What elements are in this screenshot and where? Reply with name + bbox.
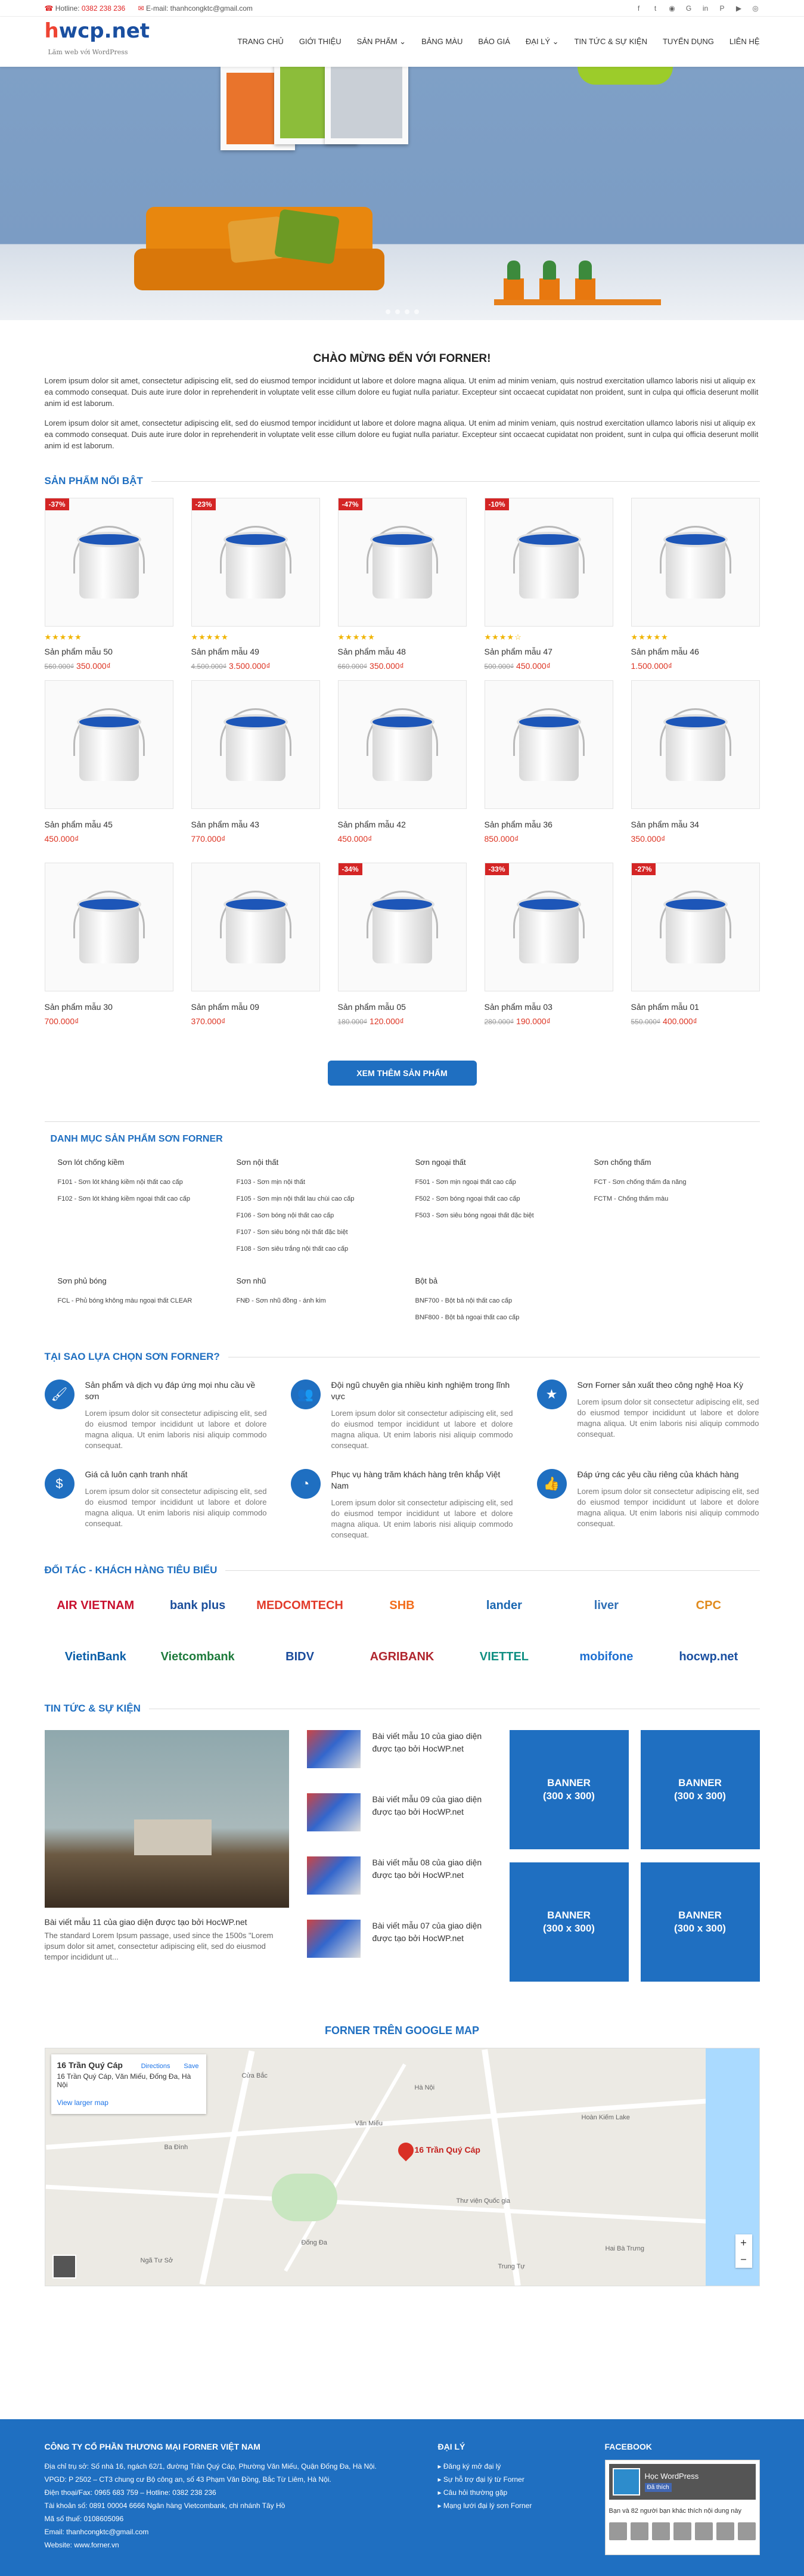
paint-bucket-icon xyxy=(660,523,731,601)
product-image[interactable] xyxy=(45,680,173,809)
sale-badge: -27% xyxy=(632,863,656,875)
shelf-image xyxy=(494,299,661,305)
paint-bucket-icon xyxy=(660,706,731,783)
rating-stars: ★★★★☆ xyxy=(484,633,522,641)
facebook-widget[interactable]: Học WordPress Đã thích Bạn và 82 người bạn khác thích nội dung này xyxy=(605,2460,760,2555)
product-grid xyxy=(45,498,760,1045)
category-item[interactable]: BNF700 - Bột bả nội thất cao cấp xyxy=(415,1297,513,1304)
section-title: FORNER TRÊN GOOGLE MAP xyxy=(324,2025,479,2036)
mail-icon: ✉ xyxy=(138,4,144,13)
paint-roller-icon: 🖌 xyxy=(45,1380,74,1409)
old-price: 660.000₫ xyxy=(337,662,368,671)
current-price: 370.000₫ xyxy=(191,1016,226,1026)
partner-logo[interactable]: VietinBank xyxy=(64,1650,126,1663)
product-card[interactable] xyxy=(45,680,173,863)
category-item[interactable]: BNF800 - Bột bả ngoại thất cao cấp xyxy=(415,1314,520,1321)
product-card[interactable] xyxy=(631,498,760,680)
partner-logo[interactable]: bank plus xyxy=(169,1598,226,1612)
agent-link[interactable]: ▸ Mạng lưới đại lý sơn Forner xyxy=(438,2499,605,2512)
product-name[interactable]: Sản phẩm mẫu 42 xyxy=(337,820,406,829)
product-image[interactable] xyxy=(485,863,613,991)
product-card[interactable] xyxy=(338,498,467,680)
product-price xyxy=(631,661,760,671)
section-title: TIN TỨC & SỰ KIỆN xyxy=(45,1703,760,1715)
pinterest-icon[interactable]: P xyxy=(719,4,725,13)
directions-button[interactable]: Directions xyxy=(141,2063,170,2070)
product-image[interactable] xyxy=(191,498,320,627)
ad-banner[interactable]: BANNER (300 x 300) xyxy=(510,1862,629,1982)
product-card[interactable] xyxy=(338,863,467,1045)
old-price: 280.000₫ xyxy=(484,1018,514,1026)
old-price: 4.500.000₫ xyxy=(191,662,227,671)
category-item[interactable]: F503 - Sơn siêu bóng ngoại thất đặc biệt xyxy=(415,1212,534,1219)
news-section xyxy=(45,1703,760,1983)
product-price xyxy=(485,661,613,671)
category-item[interactable]: F502 - Sơn bóng ngoại thất cao cấp xyxy=(415,1195,520,1202)
section-title: SẢN PHẨM NỔI BẬT xyxy=(45,475,760,487)
product-name[interactable]: Sản phẩm mẫu 50 xyxy=(44,647,113,656)
email[interactable]: ✉ E-mail: thanhcongktc@gmail.com xyxy=(138,4,253,13)
current-price: 190.000₫ xyxy=(516,1016,551,1026)
ad-banners xyxy=(510,1730,760,1983)
twitter-icon[interactable]: t xyxy=(654,4,657,13)
post-thumbnail[interactable] xyxy=(307,1793,361,1831)
product-card[interactable] xyxy=(631,863,760,1045)
current-price: 770.000₫ xyxy=(191,834,226,844)
post-title[interactable]: Bài viết mẫu 11 của giao diện được tạo bởi HocWP.net xyxy=(44,1917,247,1927)
post-item[interactable] xyxy=(307,1920,492,1958)
zoom-controls[interactable]: + − xyxy=(735,2234,752,2268)
map-pin-icon[interactable] xyxy=(395,2140,417,2162)
post-title[interactable]: Bài viết mẫu 08 của giao diện được tạo bởi HocWP.net xyxy=(372,1858,482,1880)
reason-title: Sơn Forner sản xuất theo công nghệ Hoa Kỳ xyxy=(577,1380,743,1390)
hero-slider[interactable] xyxy=(0,67,804,320)
old-price: 550.000₫ xyxy=(631,1018,661,1026)
category-column xyxy=(594,1158,773,1262)
facebook-icon[interactable]: f xyxy=(637,4,640,13)
map-place-card: 16 Trần Quý Cáp 16 Trần Quý Cáp, Văn Miếu, Đống Đa, Hà Nội View larger map Directions Save xyxy=(51,2054,206,2114)
product-image[interactable] xyxy=(631,498,760,627)
nav-products[interactable]: SẢN PHẨM ⌄ xyxy=(356,37,406,46)
category-column xyxy=(237,1276,415,1331)
nav-colors[interactable]: BẢNG MÀU xyxy=(421,37,463,46)
reason-text: Lorem ipsum dolor sit consectetur adipiscing elit, sed do eiusmod tempor incididunt ut labore et dolore magna aliqua. Ut enim laboris nisi aliquip commodo consequat. xyxy=(331,1409,513,1450)
product-card[interactable] xyxy=(45,863,173,1045)
company-info-line: Website: www.forner.vn xyxy=(44,2541,119,2549)
save-button[interactable]: Save xyxy=(184,2063,199,2070)
current-price: 450.000₫ xyxy=(516,661,551,671)
product-name[interactable]: Sản phẩm mẫu 01 xyxy=(631,1002,699,1012)
post-excerpt: The standard Lorem Ipsum passage, used since the 1500s "Lorem ipsum dolor sit amet, consectetur adipiscing elit, sed do eiusmod tempor incididunt ut... xyxy=(44,1931,274,1961)
main-nav xyxy=(238,37,760,47)
section-title: ĐỐI TÁC - KHÁCH HÀNG TIÊU BIỂU xyxy=(45,1564,760,1576)
category-heading[interactable]: Sơn phủ bóng xyxy=(57,1276,107,1285)
post-thumbnail[interactable] xyxy=(307,1730,361,1768)
partner-logo[interactable]: AGRIBANK xyxy=(370,1650,434,1663)
section-title: DANH MỤC SẢN PHẨM SƠN FORNER xyxy=(50,1134,223,1144)
product-name[interactable]: Sản phẩm mẫu 43 xyxy=(191,820,259,829)
paint-bucket-icon xyxy=(73,706,145,783)
reason-text: Lorem ipsum dolor sit consectetur adipiscing elit, sed do eiusmod tempor incididunt ut labore et dolore magna aliqua. Ut enim laboris nisi aliquip commodo consequat. xyxy=(85,1409,267,1450)
product-name[interactable]: Sản phẩm mẫu 47 xyxy=(484,647,552,656)
category-column xyxy=(415,1276,594,1331)
rating-stars: ★★★★★ xyxy=(191,633,229,641)
hotline[interactable]: ☎ Hotline: 0382 238 236 xyxy=(44,4,126,13)
footer-company: CÔNG TY CỔ PHẦN THƯƠNG MẠI FORNER VIỆT NAM Địa chỉ trụ sở: Số nhà 16, ngách 62/1, đường Trần Quý Cáp, Phường Văn Miếu, Quận Đống Đa, Hà Nội. VPGD: P 2502 – CT3 chung cư Bộ công an, số 43 Phạm Văn Đồng, Bắc Từ Liêm, Hà Nội. Điện thoại/Fax: 0965 683 759 – Hotline: 0382 238 236 Tài khoản số: 0891 00004 6666 Ngân hàng Vietcombank, chi nhánh Tây Hồ Mã số thuế: 0108605096 Email: thanhcongktc@gmail.com Website: www.forner.vn xyxy=(45,2442,438,2555)
partner-logo[interactable]: MEDCOMTECH xyxy=(256,1598,343,1612)
product-price xyxy=(338,834,467,844)
instagram-icon[interactable]: ◎ xyxy=(752,4,759,13)
ad-banner[interactable]: BANNER (300 x 300) xyxy=(641,1730,760,1849)
welcome-section xyxy=(45,352,760,451)
product-name[interactable]: Sản phẩm mẫu 49 xyxy=(191,647,259,656)
post-thumbnail[interactable] xyxy=(307,1856,361,1895)
category-heading[interactable]: Sơn lót chống kiềm xyxy=(57,1158,125,1167)
satellite-toggle[interactable] xyxy=(52,2255,76,2279)
old-price: 500.000₫ xyxy=(484,662,514,671)
cactus-pot xyxy=(539,278,560,300)
category-item[interactable]: F105 - Sơn mịn nội thất lau chùi cao cấp xyxy=(236,1195,355,1202)
product-name[interactable]: Sản phẩm mẫu 46 xyxy=(631,647,699,656)
product-image[interactable] xyxy=(45,498,173,627)
partner-logo[interactable]: SHB xyxy=(389,1598,415,1612)
category-item[interactable]: FCL - Phủ bóng không màu ngoại thất CLEAR xyxy=(57,1297,193,1304)
site-footer xyxy=(0,2419,804,2576)
paint-bucket-icon xyxy=(220,888,291,966)
slider-dot[interactable] xyxy=(395,309,400,314)
old-price: 180.000₫ xyxy=(337,1018,368,1026)
rating-stars: ★★★★★ xyxy=(631,633,669,641)
product-price xyxy=(191,834,320,844)
company-info-line: VPGD: P 2502 – CT3 chung cư Bộ công an, số 43 Phạm Văn Đồng, Bắc Từ Liêm, Hà Nội. xyxy=(44,2475,331,2484)
reason-title: Đội ngũ chuyên gia nhiều kinh nghiệm trong lĩnh vực xyxy=(331,1380,510,1401)
reason-item xyxy=(537,1380,759,1451)
paint-bucket-icon xyxy=(73,523,145,601)
product-name[interactable]: Sản phẩm mẫu 05 xyxy=(337,1002,406,1012)
agent-link[interactable]: ▸ Đăng ký mở đại lý xyxy=(438,2460,605,2473)
top-bar xyxy=(0,0,804,17)
star-icon: ★ xyxy=(537,1380,567,1409)
partner-logo[interactable]: CPC xyxy=(696,1598,721,1612)
site-header xyxy=(0,17,804,67)
product-price xyxy=(45,661,173,671)
reason-item xyxy=(537,1469,759,1540)
category-column xyxy=(237,1158,415,1262)
category-item[interactable]: F101 - Sơn lót kháng kiềm nội thất cao cấp xyxy=(57,1179,183,1186)
paint-bucket-icon xyxy=(220,706,291,783)
product-image[interactable] xyxy=(485,680,613,809)
product-name[interactable]: Sản phẩm mẫu 36 xyxy=(484,820,552,829)
paint-bucket-icon xyxy=(73,888,145,966)
product-name[interactable]: Sản phẩm mẫu 48 xyxy=(337,647,406,656)
category-item[interactable]: F107 - Sơn siêu bóng nội thất đặc biệt xyxy=(236,1229,348,1236)
old-price: 560.000₫ xyxy=(44,662,74,671)
product-card[interactable] xyxy=(191,680,320,863)
partner-logos xyxy=(45,1592,760,1670)
ad-banner[interactable]: BANNER (300 x 300) xyxy=(510,1730,629,1849)
product-card[interactable] xyxy=(485,680,613,863)
pin-label: 16 Trần Quý Cáp xyxy=(414,2145,480,2155)
post-title[interactable]: Bài viết mẫu 10 của giao diện được tạo bởi HocWP.net xyxy=(372,1731,482,1753)
current-price: 700.000₫ xyxy=(44,1016,79,1026)
welcome-text: Lorem ipsum dolor sit amet, consectetur adipiscing elit, sed do eiusmod tempor incididunt ut labore et dolore magna aliqua. Ut enim ad minim veniam, quis nostrud exercitation ullamco laboris nisi ut aliquip ex ea commodo consequat. Duis aute irure dolor in reprehenderit in voluptate velit esse cillum dolore eu fugiat nulla pariatur. Excepteur sint occaecat cupidatat non proident, sunt in culpa qui officia deserunt mollit anim id est laborum. xyxy=(44,419,759,450)
featured-products xyxy=(45,475,760,1086)
rating-stars: ★★★★★ xyxy=(337,633,375,641)
category-columns xyxy=(45,1158,760,1345)
category-item[interactable]: F106 - Sơn bóng nội thất cao cấp xyxy=(236,1212,334,1219)
current-price: 1.500.000₫ xyxy=(631,661,672,671)
product-image[interactable] xyxy=(191,680,320,809)
larger-map-link[interactable]: View larger map xyxy=(57,2098,108,2107)
company-info-line: Địa chỉ trụ sở: Số nhà 16, ngách 62/1, đường Trần Quý Cáp, Phường Văn Miếu, Quận Đống Đa, Hà Nội. xyxy=(44,2462,377,2470)
reason-title: Đáp ứng các yêu cầu riêng của khách hàng xyxy=(577,1470,739,1479)
paint-bucket-icon xyxy=(513,888,585,966)
sale-badge: -34% xyxy=(339,863,362,875)
product-price xyxy=(485,834,613,844)
partner-logo[interactable]: VIETTEL xyxy=(479,1650,529,1663)
product-price xyxy=(191,1016,320,1026)
slider-dot[interactable] xyxy=(386,309,390,314)
welcome-title: CHÀO MỪNG ĐẾN VỚI FORNER! xyxy=(313,352,491,365)
company-info-line: Tài khoản số: 0891 00004 6666 Ngân hàng Vietcombank, chi nhánh Tây Hồ xyxy=(44,2501,285,2510)
slider-dot[interactable] xyxy=(405,309,409,314)
reason-text: Lorem ipsum dolor sit consectetur adipiscing elit, sed do eiusmod tempor incididunt ut labore et dolore magna aliqua. Ut enim laboris nisi aliquip commodo consequat. xyxy=(331,1498,513,1539)
product-price xyxy=(338,1016,467,1026)
product-card[interactable] xyxy=(191,863,320,1045)
footer-agents: ĐẠI LÝ ▸ Đăng ký mở đại lý ▸ Sự hỗ trợ đại lý từ Forner ▸ Câu hỏi thường gặp ▸ Mạng lưới đại lý sơn Forner xyxy=(438,2442,605,2555)
ad-banner[interactable]: BANNER (300 x 300) xyxy=(641,1862,760,1982)
product-price xyxy=(191,661,320,671)
why-choose-section xyxy=(45,1351,760,1540)
reason-item xyxy=(291,1469,513,1540)
product-name[interactable]: Sản phẩm mẫu 30 xyxy=(44,1002,113,1012)
product-image[interactable] xyxy=(45,863,173,991)
map-section xyxy=(45,2025,760,2286)
wall-frame-grey xyxy=(325,67,408,144)
sale-badge: -23% xyxy=(192,498,216,510)
cactus-pot xyxy=(575,278,595,300)
partner-logo[interactable]: mobifone xyxy=(579,1650,634,1663)
current-price: 3.500.000₫ xyxy=(229,661,271,671)
sale-badge: -10% xyxy=(485,498,509,510)
category-heading[interactable]: Sơn ngoại thất xyxy=(415,1158,466,1167)
nav-pricing[interactable]: BÁO GIÁ xyxy=(478,37,510,46)
contact-info xyxy=(45,4,263,13)
category-item[interactable]: FCT - Sơn chống thấm đa năng xyxy=(594,1179,687,1186)
product-price xyxy=(631,1016,760,1026)
product-image[interactable] xyxy=(485,498,613,627)
nav-contact[interactable]: LIÊN HỆ xyxy=(729,37,760,46)
company-info-line: Email: thanhcongktc@gmail.com xyxy=(44,2528,149,2536)
nav-agents[interactable]: ĐẠI LÝ ⌄ xyxy=(525,37,559,46)
agent-link[interactable]: ▸ Sự hỗ trợ đại lý từ Forner xyxy=(438,2473,605,2486)
post-title[interactable]: Bài viết mẫu 09 của giao diện được tạo bởi HocWP.net xyxy=(372,1794,482,1816)
post-item[interactable] xyxy=(307,1730,492,1768)
product-card[interactable] xyxy=(631,680,760,863)
partner-logo[interactable]: BIDV xyxy=(285,1650,314,1663)
paint-bucket-icon xyxy=(513,523,585,601)
partner-logo[interactable]: Vietcombank xyxy=(160,1650,235,1663)
category-heading[interactable]: Bột bả xyxy=(415,1276,438,1285)
reason-title: Sản phẩm và dịch vụ đáp ứng mọi nhu cầu về sơn xyxy=(85,1380,256,1401)
product-image[interactable] xyxy=(631,863,760,991)
footer-facebook: FACEBOOK Học WordPress Đã thích Bạn và 82 người bạn khác thích nội dung này xyxy=(605,2442,760,2555)
reason-text: Lorem ipsum dolor sit consectetur adipiscing elit, sed do eiusmod tempor incididunt ut labore et dolore magna aliqua. Ut enim laboris nisi aliquip commodo consequat. xyxy=(577,1487,759,1528)
category-item[interactable]: FCTM - Chống thấm màu xyxy=(594,1195,669,1202)
product-name[interactable]: Sản phẩm mẫu 09 xyxy=(191,1002,259,1012)
product-card[interactable] xyxy=(191,498,320,680)
product-price xyxy=(338,661,467,671)
current-price: 120.000₫ xyxy=(370,1016,404,1026)
category-heading[interactable]: Sơn nội thất xyxy=(236,1158,279,1167)
category-column xyxy=(415,1158,594,1262)
youtube-icon[interactable]: ▶ xyxy=(735,4,742,13)
product-card[interactable] xyxy=(485,498,613,680)
product-card[interactable] xyxy=(485,863,613,1045)
google-icon[interactable]: G xyxy=(685,4,692,13)
sale-badge: -47% xyxy=(339,498,362,510)
section-title: TẠI SAO LỰA CHỌN SƠN FORNER? xyxy=(45,1351,760,1363)
featured-post[interactable] xyxy=(45,1730,289,1983)
product-price xyxy=(631,834,760,844)
lamp-shade xyxy=(578,67,673,85)
category-item[interactable]: FNĐ - Sơn nhũ đồng - ánh kim xyxy=(236,1297,326,1304)
partner-logo[interactable]: lander xyxy=(486,1598,522,1612)
post-item[interactable] xyxy=(307,1856,492,1895)
category-column xyxy=(58,1276,237,1331)
nav-news[interactable]: TIN TỨC & SỰ KIỆN xyxy=(574,37,647,46)
product-image[interactable] xyxy=(338,498,467,627)
pie-chart-icon: ◔ xyxy=(291,1469,321,1499)
current-price: 350.000₫ xyxy=(76,661,111,671)
category-column xyxy=(594,1276,773,1331)
current-price: 350.000₫ xyxy=(370,661,404,671)
product-categories xyxy=(45,1121,760,1345)
post-thumbnail[interactable] xyxy=(45,1730,289,1908)
paint-bucket-icon xyxy=(367,888,438,966)
reasons-grid xyxy=(45,1380,760,1540)
reason-title: Giá cả luôn cạnh tranh nhất xyxy=(85,1470,188,1479)
sale-badge: -33% xyxy=(485,863,509,875)
current-price: 400.000₫ xyxy=(663,1016,697,1026)
paint-bucket-icon xyxy=(367,706,438,783)
partners-section xyxy=(45,1564,760,1670)
slider-dots xyxy=(386,309,419,314)
company-info-line: Điện thoại/Fax: 0965 683 759 – Hotline: 0382 238 236 xyxy=(44,2488,216,2497)
current-price: 450.000₫ xyxy=(44,834,79,844)
product-image[interactable] xyxy=(338,863,467,991)
product-name[interactable]: Sản phẩm mẫu 45 xyxy=(44,820,113,829)
category-item[interactable]: F102 - Sơn lót kháng kiềm ngoại thất cao cấp xyxy=(57,1195,190,1202)
site-logo[interactable]: hwcp.net Lăm web với WordPress xyxy=(44,19,150,56)
category-item[interactable]: F103 - Sơn mịn nội thất xyxy=(236,1179,305,1186)
linkedin-icon[interactable]: in xyxy=(702,4,709,13)
google-map[interactable]: Cửa Bắc Ba Đình Hoàn Kiếm Lake Văn Miếu Đống Đa Hai Bà Trưng Ngã Tư Sở Trung Tự Thư viện Quốc gia Hà Nội 16 Trần Quý Cáp 16 Trần Quý Cáp, Văn Miếu, Đống Đa, Hà Nội View larger map Directions Save 16 Trần Quý Cáp + − xyxy=(45,2048,760,2286)
partner-logo[interactable]: AIR VIETNAM xyxy=(57,1598,135,1612)
view-more-button[interactable]: XEM THÊM SẢN PHẨM xyxy=(328,1061,477,1086)
reason-text: Lorem ipsum dolor sit consectetur adipiscing elit, sed do eiusmod tempor incididunt ut labore et dolore magna aliqua. Ut enim laboris nisi aliquip commodo consequat. xyxy=(577,1397,759,1439)
post-item[interactable] xyxy=(307,1793,492,1831)
paint-bucket-icon xyxy=(660,888,731,966)
reason-title: Phục vụ hàng trăm khách hàng trên khắp Việt Nam xyxy=(331,1470,501,1490)
rss-icon[interactable]: ◉ xyxy=(669,4,675,13)
reason-item xyxy=(45,1469,267,1540)
paint-bucket-icon xyxy=(220,523,291,601)
sale-badge: -37% xyxy=(45,498,69,510)
team-icon: 👥 xyxy=(291,1380,321,1409)
product-image[interactable] xyxy=(631,680,760,809)
welcome-text: Lorem ipsum dolor sit amet, consectetur adipiscing elit, sed do eiusmod tempor incididunt ut labore et dolore magna aliqua. Ut enim ad minim veniam, quis nostrud exercitation ullamco laboris nisi ut aliquip ex ea commodo consequat. Duis aute irure dolor in reprehenderit in voluptate velit esse cillum dolore eu fugiat nulla pariatur. Excepteur sint occaecat cupidatat non proident, sunt in culpa qui officia deserunt mollit anim id est laborum. xyxy=(44,376,759,408)
product-image[interactable] xyxy=(338,680,467,809)
paint-bucket-icon xyxy=(513,706,585,783)
post-list xyxy=(307,1730,492,1983)
product-name[interactable]: Sản phẩm mẫu 34 xyxy=(631,820,699,829)
category-item[interactable]: F501 - Sơn mịn ngoại thất cao cấp xyxy=(415,1179,516,1186)
post-title[interactable]: Bài viết mẫu 07 của giao diện được tạo bởi HocWP.net xyxy=(372,1921,482,1943)
reason-item xyxy=(45,1380,267,1451)
company-info-line: Mã số thuế: 0108605096 xyxy=(44,2515,124,2523)
dollar-icon: $ xyxy=(45,1469,74,1499)
current-price: 450.000₫ xyxy=(337,834,372,844)
slider-dot[interactable] xyxy=(414,309,419,314)
product-price xyxy=(485,1016,613,1026)
wordpress-logo-icon xyxy=(613,2468,640,2496)
post-thumbnail[interactable] xyxy=(307,1920,361,1958)
social-links xyxy=(635,4,760,13)
cactus-pot xyxy=(504,278,524,300)
reason-item xyxy=(291,1380,513,1451)
like-button[interactable]: Đã thích xyxy=(645,2483,672,2492)
sofa-image xyxy=(146,207,372,290)
product-card[interactable] xyxy=(338,680,467,863)
product-card[interactable] xyxy=(45,498,173,680)
current-price: 350.000₫ xyxy=(631,834,666,844)
category-item[interactable]: F108 - Sơn siêu trắng nội thất cao cấp xyxy=(236,1245,349,1253)
phone-icon: ☎ xyxy=(44,4,54,13)
product-price xyxy=(45,834,173,844)
thumbs-up-icon: 👍 xyxy=(537,1469,567,1499)
product-name[interactable]: Sản phẩm mẫu 03 xyxy=(484,1002,552,1012)
rating-stars: ★★★★★ xyxy=(44,633,82,641)
nav-careers[interactable]: TUYỂN DỤNG xyxy=(662,37,714,46)
category-column xyxy=(58,1158,237,1262)
category-heading[interactable]: Sơn chống thấm xyxy=(594,1158,651,1167)
category-heading[interactable]: Sơn nhũ xyxy=(236,1276,266,1285)
partner-logo[interactable]: liver xyxy=(594,1598,619,1612)
nav-home[interactable]: TRANG CHỦ xyxy=(237,37,284,46)
reason-text: Lorem ipsum dolor sit consectetur adipiscing elit, sed do eiusmod tempor incididunt ut labore et dolore magna aliqua. Ut enim laboris nisi aliquip commodo consequat. xyxy=(85,1487,267,1528)
partner-logo[interactable]: hocwp.net xyxy=(679,1650,738,1663)
current-price: 850.000₫ xyxy=(484,834,519,844)
nav-about[interactable]: GIỚI THIỆU xyxy=(299,37,342,46)
agent-link[interactable]: ▸ Câu hỏi thường gặp xyxy=(438,2486,605,2499)
paint-bucket-icon xyxy=(367,523,438,601)
product-image[interactable] xyxy=(191,863,320,991)
product-price xyxy=(45,1016,173,1026)
